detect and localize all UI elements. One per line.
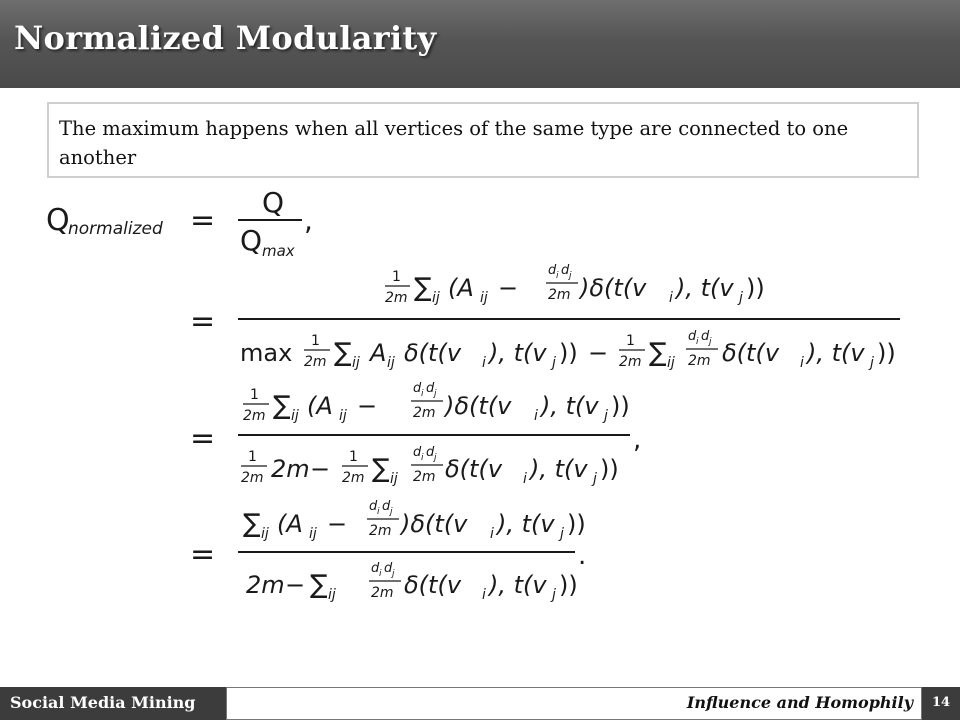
r3d-minus: − [310,455,331,483]
r2d-half2-den: 2m [619,354,642,370]
r4d-dd-bj: j [392,569,395,579]
slide-title: Normalized Modularity [14,19,437,57]
r4n-mid: ), t(v [497,510,555,538]
r2n-sum-sub: ij [432,290,440,306]
r3n-dd-ai: i [421,389,424,399]
r4n-vi: i [490,526,494,542]
r4n-vj: j [560,526,564,542]
r4n-sum-sub: ij [261,526,269,542]
r3d-mid: ), t(v [530,455,588,483]
r3n-sum-sub: ij [291,408,299,424]
r2d-minus: − [588,339,609,367]
eq-row4: = [190,537,216,572]
r4d-vj: j [552,587,556,603]
footer-chapter-title: Influence and Homophily [686,693,913,712]
r3d-half2-num: 1 [349,449,358,465]
eq-row1: = [190,203,216,238]
formula-svg [40,186,920,616]
r3n-dd-den: 2m [413,405,436,421]
r3n-minus: − [357,392,378,420]
r2d-half1-den: 2m [304,354,327,370]
r3n-open-a: (A [307,392,333,420]
r4n-dd-b: d [382,499,391,514]
r3n-mid: ), t(v [541,392,599,420]
r4n-close: )) [567,510,586,538]
r2d-sum2: ∑ [649,338,667,368]
r3n-delta: )δ(t(v [445,392,512,420]
r4n-dd-bj: j [390,507,393,517]
r4d-dd-den: 2m [371,585,394,601]
r4d-dd-b: d [384,561,393,576]
qmax-sub: max [262,242,295,260]
r2d-sum2-sub: ij [667,355,675,371]
r2d-a: A [370,339,387,367]
r3d-dd-den: 2m [413,469,436,485]
r3d-dd-a: d [413,445,422,460]
r2d-dd-ai: i [696,337,699,347]
r4n-a-sub: ij [309,526,317,542]
r2n-dd-den: 2m [548,287,571,303]
r4d-2m: 2m [246,571,285,599]
r3d-sum: ∑ [372,454,390,484]
r4n-open-a: (A [277,510,303,538]
footer-left [0,687,226,720]
r2d-dd-bj: j [709,337,712,347]
r4d-dd-ai: i [379,569,382,579]
r4d-close: )) [559,571,578,599]
r3d-close: )) [600,455,619,483]
r4d-sum-sub: ij [328,587,336,603]
r2n-open-a: (A [448,274,474,302]
r2d-a-sub: ij [387,355,395,371]
period-row4: . [578,541,587,571]
r2d-dd-a: d [688,329,697,344]
r2n-half-num: 1 [392,269,401,285]
q-den: Q [240,224,263,257]
q-num: Q [262,186,285,219]
r4n-minus: − [327,510,348,538]
r2n-dd-bj: j [569,271,572,281]
r3d-half2-den: 2m [342,470,365,486]
r3n-half-num: 1 [250,387,259,403]
r3n-vj: j [604,408,608,424]
r2n-mid: ), t(v [676,274,734,302]
r2d-half2-num: 1 [626,333,635,349]
r4n-dd-a: d [369,499,378,514]
r3d-2m: 2m [271,455,310,483]
r2d-dd-den: 2m [688,353,711,369]
r3n-vi: i [534,408,538,424]
r2d-vj1: j [552,355,556,371]
r4d-sum: ∑ [310,570,328,600]
r3n-a-sub: ij [339,408,347,424]
r2n-sum: ∑ [414,273,432,303]
r4d-minus: − [285,571,306,599]
eq-row3: = [190,421,216,456]
r2d-sum1: ∑ [334,338,352,368]
lhs-sub: normalized [68,219,163,239]
r3n-sum: ∑ [273,391,291,421]
r4d-vi: i [482,587,486,603]
r2d-mid2: ), t(v [807,339,865,367]
eq-row2: = [190,304,216,339]
r3n-dd-a: d [413,381,422,396]
r2d-mid1: ), t(v [489,339,547,367]
r2d-half1-num: 1 [311,333,320,349]
r2d-sum1-sub: ij [352,355,360,371]
r4n-dd-den: 2m [369,523,392,539]
r4d-dd-a: d [371,561,380,576]
r2n-close: )) [746,274,765,302]
r3n-dd-bj: j [434,389,437,399]
r4d-mid: ), t(v [489,571,547,599]
comma-row1: , [304,204,313,237]
r4n-dd-ai: i [377,507,380,517]
r2d-dd-b: d [701,329,710,344]
r2n-delta: )δ(t(v [580,274,647,302]
r3d-sum-sub: ij [390,471,398,487]
r2n-dd-a: d [548,263,557,278]
r2n-vj: j [739,290,743,306]
r2n-dd-b: d [561,263,570,278]
r3d-vj: j [593,471,597,487]
footer-course-title: Social Media Mining [10,693,196,712]
footer-page [922,687,960,720]
r4n-delta: )δ(t(v [401,510,468,538]
r3n-close: )) [611,392,630,420]
r2d-vj2: j [870,355,874,371]
footer-bar [0,687,960,720]
r3d-dd-bj: j [434,453,437,463]
r2d-vi1: i [482,355,486,371]
r4d-delta: δ(t(v [404,571,462,599]
r3d-delta: δ(t(v [445,455,503,483]
lhs-q: Q [46,203,70,238]
comma-row3: , [633,425,642,455]
page-number: 14 [931,695,951,710]
r2d-close2: )) [877,339,896,367]
r3n-dd-b: d [426,381,435,396]
r2n-a-sub: ij [480,290,488,306]
r3d-dd-b: d [426,445,435,460]
note-text: The maximum happens when all vertices of the same type are connected to one another [59,117,849,169]
r2n-vi: i [669,290,673,306]
r2d-delta1: δ(t(v [404,339,462,367]
footer-middle [226,687,922,720]
r3d-half1-num: 1 [248,449,257,465]
r2d-max: max [240,339,293,367]
r3n-half-den: 2m [243,408,266,424]
r2n-half-den: 2m [385,290,408,306]
note-box [47,102,919,178]
r2n-minus: − [498,274,519,302]
r2d-delta2: δ(t(v [722,339,780,367]
r3d-vi: i [523,471,527,487]
title-bar [0,0,960,88]
r2n-dd-ai: i [556,271,559,281]
r3d-half1-den: 2m [241,470,264,486]
r3d-dd-ai: i [421,453,424,463]
r4n-sum: ∑ [243,509,261,539]
r2d-vi2: i [800,355,804,371]
formula-block [40,186,920,616]
r2d-close1: )) [559,339,578,367]
